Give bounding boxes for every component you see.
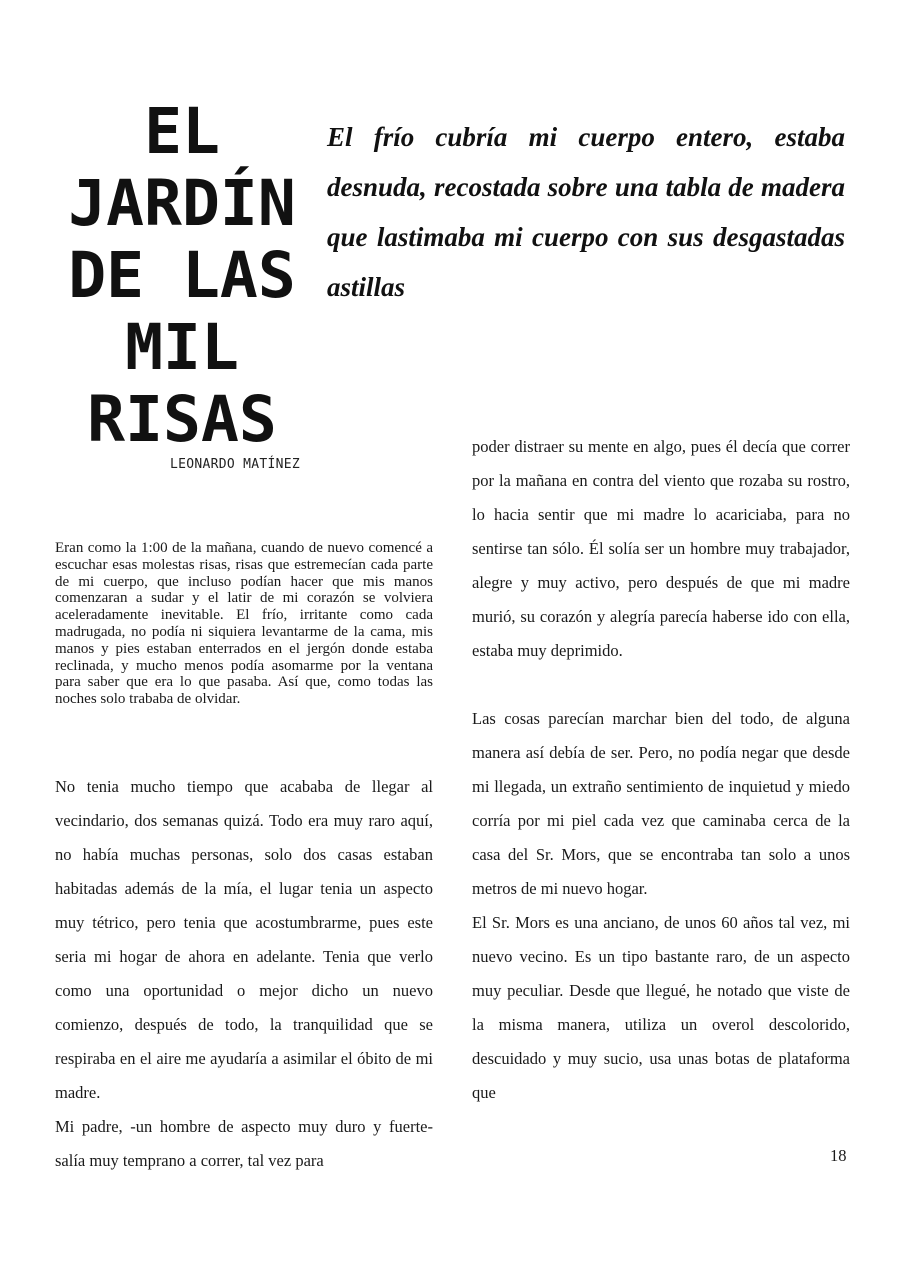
author-name: LEONARDO MATÍNEZ	[170, 457, 301, 472]
intro-paragraph: Eran como la 1:00 de la mañana, cuando de nuevo comencé a escuchar esas molestas risas, risas que estremecían cada parte de mi cuerpo, que incluso podían hacer que mis manos comenzaran a sudar y el latir de mi corazón se volviera aceleradamente inevitable. El frío, irritante como cada madrugada, no podía ni siquiera levantarme de la cama, mis manos y pies estaban enterrados en el jergón donde estaba reclinada, y mucho menos podía asomarme por la ventana para saber que era lo que pasaba. Así que, como todas las noches solo trababa de olvidar.	[55, 540, 433, 708]
title-line: EL	[144, 95, 220, 168]
body-paragraph: El Sr. Mors es una anciano, de unos 60 años tal vez, mi nuevo vecino. Es un tipo bastante raro, de un aspecto muy peculiar. Desde que llegué, he notado que viste de la misma manera, utiliza un overol descolorido, descuidado y muy sucio, usa unas botas de plataforma que	[472, 913, 850, 1102]
body-paragraph: poder distraer su mente en algo, pues él decía que correr por la mañana en contra del viento que rozaba su rostro, lo hacia sentir que mi madre lo acariciaba, para no sentirse tan sólo. Él solía ser un hombre muy trabajador, alegre y muy activo, pero después de que mi madre murió, su corazón y alegría parecía haberse ido con ella, estaba muy deprimido.	[472, 437, 850, 660]
body-paragraph: No tenia mucho tiempo que acababa de llegar al vecindario, dos semanas quizá. Todo era muy raro aquí, no había muchas personas, solo dos casas estaban habitadas además de la mía, el lugar tenia un aspecto muy tétrico, pero tenia que acostumbrarme, pues este seria mi hogar de ahora en adelante. Tenia que verlo como una oportunidad o mejor dicho un nuevo comienzo, después de todo, la tranquilidad que se respiraba en el aire me ayudaría a asimilar el óbito de mi madre.	[55, 777, 433, 1102]
title-line: DE LAS	[68, 239, 296, 312]
body-paragraph: Mi padre, -un hombre de aspecto muy duro y fuerte- salía muy temprano a correr, tal vez para	[55, 1117, 433, 1170]
title-line: JARDÍN	[68, 167, 296, 240]
lead-quote: El frío cubría mi cuerpo entero, estaba desnuda, recostada sobre una tabla de madera que lastimaba mi cuerpo con sus desgastadas astillas	[327, 122, 845, 302]
body-paragraph: Las cosas parecían marchar bien del todo, de alguna manera así debía de ser. Pero, no podía negar que desde mi llegada, un extraño sentimiento de inquietud y miedo corría por mi piel cada vez que caminaba cerca de la casa del Sr. Mors, que se encontraba tan solo a unos metros de mi nuevo hogar.	[472, 709, 850, 898]
paragraph-spacer	[472, 668, 850, 702]
story-title	[40, 96, 324, 456]
left-column	[55, 770, 433, 1178]
title-line: RISAS	[87, 383, 277, 456]
right-column	[472, 430, 850, 1110]
page-number: 18	[830, 1146, 847, 1165]
title-line: MIL	[125, 311, 239, 384]
